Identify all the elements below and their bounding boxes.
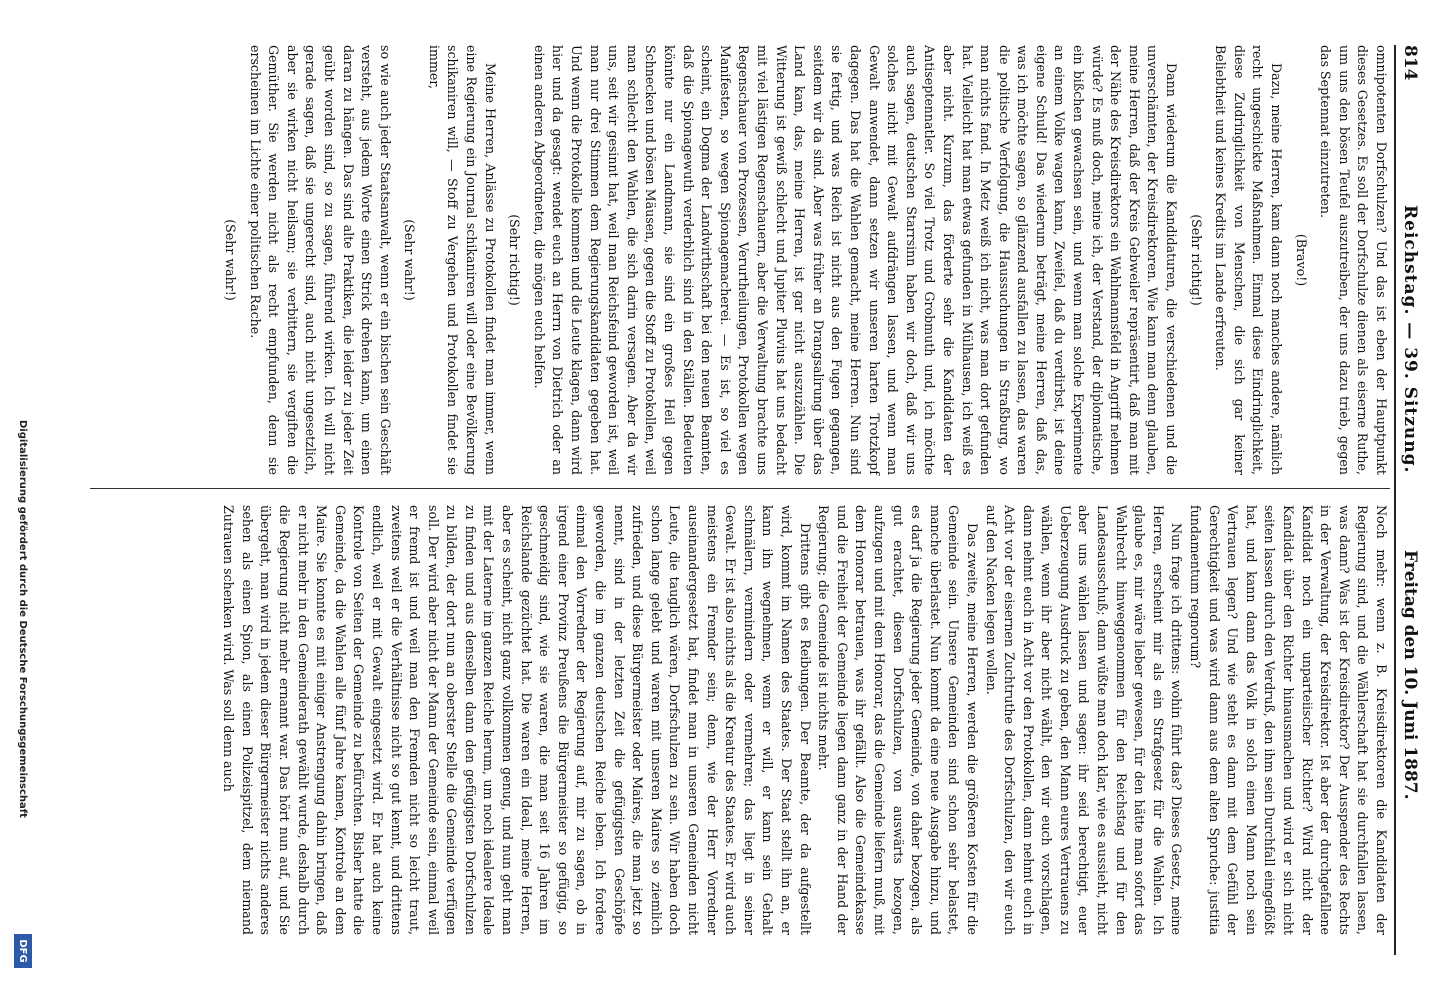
right-column (219, 505, 1390, 935)
interjection: (Sehr wahr!) (222, 219, 238, 301)
paragraph: Noch mehr: wenn z. B. Kreisdirektoren die Kandidaten der Regierung sind, und die Wählerschaft hat sie durchfallen lassen, was dann? Was ist der Kreisdirektor? Der Ausspender des Rechts in der Verwaltung, der Kreisdirektor. Ist aber der durchgefallene Kandidat noch ein unparteiischer Richter? Wird nicht der Kandidat über den Richter hinausmachen und wird er sich nicht seiten lassen durch den Verdruß, den ihm sein Durchfall eingeflößt hat, und kann dann das Volk in solch einen Mann noch sein Vertrauen legen? Und wie steht es dann mit dem Gefühl der Gerechtigkeit und was wird dann aus dem alten Spruche: justitia fundamentum regnorum? (1188, 505, 1389, 935)
interjection: (Bravo!) (1293, 233, 1309, 287)
column-divider (90, 488, 1390, 489)
page-number: 814 (1400, 45, 1420, 81)
paragraph: Nun frage ich drittens: wohin führt das? Dieses Gesetz, meine Herren, erscheint mir als ein Strafgesetz für die Wahlen. Ich glaube es, mir wäre lieber gewesen, für den hätte man sofort das Wahlrecht hinweggenommen für den Reichstag und für den Landesausschuß; dann wüßte man doch klar, wie es aussieht, nicht aber uns wählen lassen und sagen: ihr seid berechtigt, euer Ueberzeugung Ausdruck zu geben, den Mann eures Vertrauens zu wählen, wenn ihr aber nicht wählt, den wir euch vorschlagen, dann nehmt euch in Acht vor den Protokollen, dann nehmt euch in Acht vor der eisernen Zuchtruthe des Dorfschulzen, den wir euch auf den Nacken legen wollen. (983, 505, 1185, 935)
page-footer (6, 0, 32, 1000)
paragraph: Meine Herren, Anlässe zu Protokollen findet man immer, wenn eine Regierung ein Journal schikaniren will oder eine Bevölkerung schikaniren will, — Stoff zu Vergehen und Protokollen findet sie immer, (426, 45, 498, 475)
session-date: Freitag den 10. Juni 1887. (1400, 550, 1420, 800)
digitization-credit: Digitalisierung gefördert durch die Deutsche Forschungsgemeinschaft (17, 420, 28, 818)
paragraph: Dann wiederum die Kandidaturen, die verschiedenen und die unverschämten, der Kreisdirektoren. Wie kann man denn glauben, meine Herren, daß der Kreis Gebweiler repräsentirt, daß man mit der Nähe des Kreisdirektors ein Wahlmannsfeld in Angriff nehmen würde? Es muß doch, meine ich, der Verstand, der diplomatische, ein bißchen gewachsen sein, und wenn man solche Experimente an einem Volke wagen kann, Zweifel, daß du verdirbst, ist deine eigene Schuld! Das wiederum beträgt, meine Herren, daß das, was ich möchte sagen, so glänzend ausfallen zu lassen, das waren die politische Verfolgung, die Haussuchungen in Straßburg, wo man nichts fand. In Metz weiß ich nicht, was man dort gefunden hat. Vielleicht hat man etwas gefunden in Mülhausen, ich weiß es aber nicht. Kurzum, das förderte sehr die Kandidaten der Antiseptennatler. So viel Trotz und Grobmuth und, ich möchte auch sagen, deutschen Starrsinn haben wir doch, daß wir uns solches nicht mit Gewalt aufdrängen lassen, und wenn man Gewalt anwendet, dann setzen wir unseren harten Trotzkopf dagegen. Das hat die Wahlen gemacht, meine Herren. Nun sind sie fertig, und was Reich ist nicht aus den Fugen gegangen, seitdem wir da sind. Aber was früher an Drangsalirung über das Land kam, das, meine Herren, ist gar nicht auszuzählen. Die Witterung ist gewiß schlecht und Jupiter Pluvius hat uns bedacht mit viel lästigen Regenschauern, aber die Verwaltung brachte uns Regenschauer von Prozessen, Verurtheilungen, Protokollen wegen Manifesten, so wegen Spionagemacherei. — Es ist, so viel es scheint, ein Dogma der Landwirthschaft bei den neuen Beamten, daß die Spionagewuth verderblich sind in den Ställen. Bedeuten könnte nur ein Landmann, sie sind ein großes Heil gegen Schnecken und bösen Mäusen, gegen die Stoff zu Protokollen, weil man schlecht den Wahlen, die sich darin versagen. Aber da wir uns, seit wir gesinnt hat, weil man Reichsfeind geworden ist, weil man nur drei Stimmen dem Regierungskandidaten gegeben hat. Und wenn die Protokolle kommen und die Leute klagen, dann wird hier und da gesagt: wendet euch an Herrn von Dietrich oder an einen anderen Abgeordneten, die mögen euch helfen. (531, 45, 1180, 475)
interjection: (Sehr wahr!) (402, 219, 418, 301)
interjection: (Sehr richtig!) (507, 214, 523, 306)
header-rule (1394, 45, 1396, 955)
page-header (1396, 45, 1424, 955)
paragraph: Drittens gibt es Reibungen. Der Beamte, der da aufgestellt wird, kommt im Namen des Staates. Der Staat stellt ihn an, er kann ihn wegnehmen, wenn er will, er kann sein Gehalt schmälern, vermindern oder vermehren; das liegt in seiner Gewalt. Er ist also nichts als die Kreatur des Staates. Er wird auch meistens ein Fremder sein; denn, wie der Herr Vorredner auseinandergesetzt hat, findet man in unseren Gemeinden nicht Leute, die tauglich wären, Dorfschulzen zu sein. Wir haben doch schon lange gelebt und waren mit unseren Maires so ziemlich zufrieden, und diese Bürgermeister oder Maires, die man jetzt so nennt, sind in der letzten Zeit die gefügigsten Geschöpfe geworden, die im ganzen deutschen Reiche leben. Ich fordere einmal den Vorredner der Regierung auf, mir zu sagen, ob in irgend einer Provinz Preußens die Bürgermeister so gefügig, so geschmeidig sind, wie sie waren, die man seit 16 Jahren im Reichslande gezüchtet hat. Die waren ein Ideal, meine Herren, aber es scheint, nicht ganz vollkommen genug, und nun geht man mit der Laterne im ganzen Reiche herum, um noch idealere Ideale zu finden und aus denselben dann den gefügigsten Dorfschulzen zu bilden, der dort nun an oberster Stelle die Gemeinde verfügen soll. Der wird aber nicht der Mann der Gemeinde sein, einmal weil er fremd ist und weil man den Fremden nicht so leicht traut, zweitens weil er die Verhältnisse nicht so gut kennt, und drittens endlich, weil er mit Gewalt eingesetzt wird. Er hat auch keine Kontrole von Seiten der Gemeinde zu befürchten. Bisher hatte die Gemeinde, da die Wahlen alle fünf Jahre kamen, Kontrole an dem Maire. Sie konnte es mit einiger Anstrengung dahin bringen, daß er nicht mehr in den Gemeinderath gewählt wurde, deshalb durch die Regierung nicht mehr ernannt war. Das hört nun auf, und Sie übergeht, man wird in jedem dieser Bürgermeister nichts anderes sehen als einen Spion, als einen Polizeispitzel, dem niemand Zutrauen schenken wird. Was soll denn auch (221, 505, 813, 935)
left-column (214, 45, 1390, 475)
session-title: Reichstag. — 39. Sitzung. (1400, 205, 1420, 474)
interjection: (Sehr richtig!) (1188, 214, 1204, 306)
dfg-logo: DFG (14, 934, 32, 968)
paragraph: Das zweite, meine Herren, werden die größeren Kosten für die Gemeinde sein. Unsere Gemeinden sind schon sehr belastet, manche überlastet. Nun kommt da eine neue Ausgabe hinzu, und es darf ja die Regierung jeder Gemeinde, von daher bezogen, als gut erachtet, diesen Dorfschulzen, von auswärts bezogen, aufzugen und mit dem Honorar, das die Gemeinde liefern muß, mit dem Honorar betrauen, was ihr gefällt. Also die Gemeindekasse und die Freiheit der Gemeinde liegen dann ganz in der Hand der Regierung; die Gemeinde ist nichts mehr. (816, 505, 980, 935)
paragraph: Dazu, meine Herren, kam dann noch manches andere, nämlich recht ungeschickte Maßnahmen. Einmal diese Eindringlichkeit, diese Zudringlichkeit von Menschen, die sich gar keiner Beliebtheit und keines Kredits im Lande erfreuten. (1213, 45, 1285, 475)
paragraph: omnipotenten Dorfschulzen? Und das ist eben der Hauptpunkt dieses Gesetzes. Es soll der Dorfschulze dienen als eiserne Ruthe, um uns den bösen Teufel auszutreiben, der uns dazu trieb, gegen das Septennat einzutreten. (1318, 45, 1389, 475)
paragraph: so wie auch jeder Staatsanwalt, wenn er ein bischen sein Geschäft versteht, aus jedem Worte einen Strick drehen kann, um einen daran zu hängen. Das sind alte Praktiken, die leider zu jeder Zeit geübt worden sind, so zu sagen, führend wirken. Ich will nicht gerade sagen, daß sie ungerecht sind, auch nicht ungesetzlich, aber sie wirken nicht heilsam; sie verbittern, sie vergiften die Gemüther. Sie werden nicht als recht empfunden, denn sie erscheinen im Lichte einer politischen Rache. (247, 45, 393, 475)
